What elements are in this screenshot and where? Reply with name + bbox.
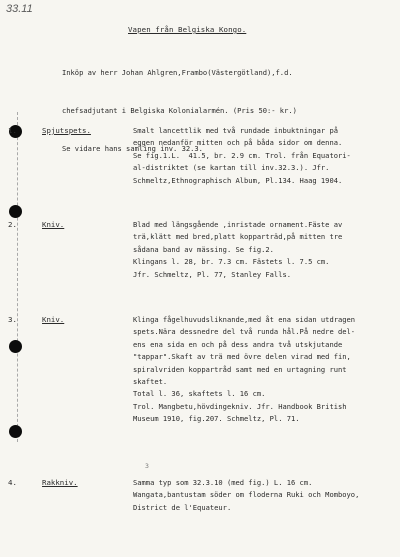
entry-description (133, 477, 398, 514)
entry-number: 1. (8, 126, 17, 135)
page-marker: 3 (145, 462, 149, 470)
entry-line: Samma typ som 32.3.10 (med fig.) L. 16 cm. (133, 478, 313, 487)
intro-line: chefsadjutant i Belgiska Kolonialarmén. (Pris 50:- kr.) (62, 105, 297, 115)
entry-line: skaftet. (133, 377, 168, 387)
binding-margin-line (17, 112, 18, 442)
entry-line: Jfr. Schmeltz, Pl. 77, Stanley Falls. (133, 269, 292, 279)
entry-line: Museum 1910, fig.207. Schmeltz, Pl. 71. (133, 414, 300, 424)
entry-description (133, 219, 398, 281)
page-id: 33.11 (6, 3, 33, 15)
entry-line: Schmeltz,Ethnographisch Album, Pl.134. Haag 1904. (133, 175, 343, 185)
entry-line: spiralvriden koppartråd samt med en urtagning runt (133, 364, 347, 374)
entry-line: Se fig.1.L. 41.5, br. 2.9 cm. Trol. från Equatori- (133, 150, 351, 160)
entry-number: 2. (8, 220, 17, 229)
entry-line: "tappar".Skaft av trä med övre delen virad med fin, (133, 352, 351, 362)
entry-number: 3. (8, 315, 17, 324)
intro-line: Inköp av herr Johan Ahlgren,Frambo(Västergötland),f.d. (62, 68, 293, 78)
entry-line: spets.Nära dessnedre del två runda hål.På nedre del- (133, 327, 356, 337)
entry-line: al-distriktet (se kartan till inv.32.3.). Jfr. (133, 163, 330, 173)
entry-line: Klinga fågelhuvudsliknande,med åt ena sidan utdragen (133, 315, 356, 324)
entry-name: Rakkniv. (42, 478, 78, 487)
entry-line: sådana band av mässing. Se fig.2. (133, 244, 274, 254)
entry-line: ens ena sida en och på dess andra två utskjutande (133, 339, 343, 349)
punch-hole-icon (9, 340, 22, 353)
entry-line: District de l'Equateur. (133, 502, 232, 512)
punch-hole-icon (9, 205, 22, 218)
entry-line: eggen nedanför mitten och på båda sidor om denna. (133, 138, 343, 148)
entry-description (133, 314, 398, 426)
entry-line: Blad med längsgående ,inristade ornament.Fäste av (133, 220, 343, 229)
entry-line: Total l. 36, skaftets l. 16 cm. (133, 389, 266, 399)
entry-number: 4. (8, 478, 17, 487)
entry-line: Trol. Mangbetu,hövdingekniv. Jfr. Handbook British (133, 401, 347, 411)
entry-line: Klingans l. 28, br. 7.3 cm. Fästets l. 7.5 cm. (133, 257, 330, 267)
entry-line: Smalt lancettlik med två rundade inbuktningar på (133, 126, 338, 135)
entry-line: trä,klätt med bred,platt kopparträd,på mitten tre (133, 232, 343, 242)
punch-hole-icon (9, 425, 22, 438)
intro-line: Se vidare hans samling inv. 32.3. (62, 143, 203, 153)
page-title: Vapen från Belgiska Kongo. (128, 25, 247, 34)
entry-name: Spjutspets. (42, 126, 91, 135)
entry-name: Kniv. (42, 315, 65, 324)
entry-description (133, 125, 398, 187)
entry-line: Wangata,bantustam söder om floderna Ruki och Momboyo, (133, 490, 360, 500)
entry-name: Kniv. (42, 220, 65, 229)
